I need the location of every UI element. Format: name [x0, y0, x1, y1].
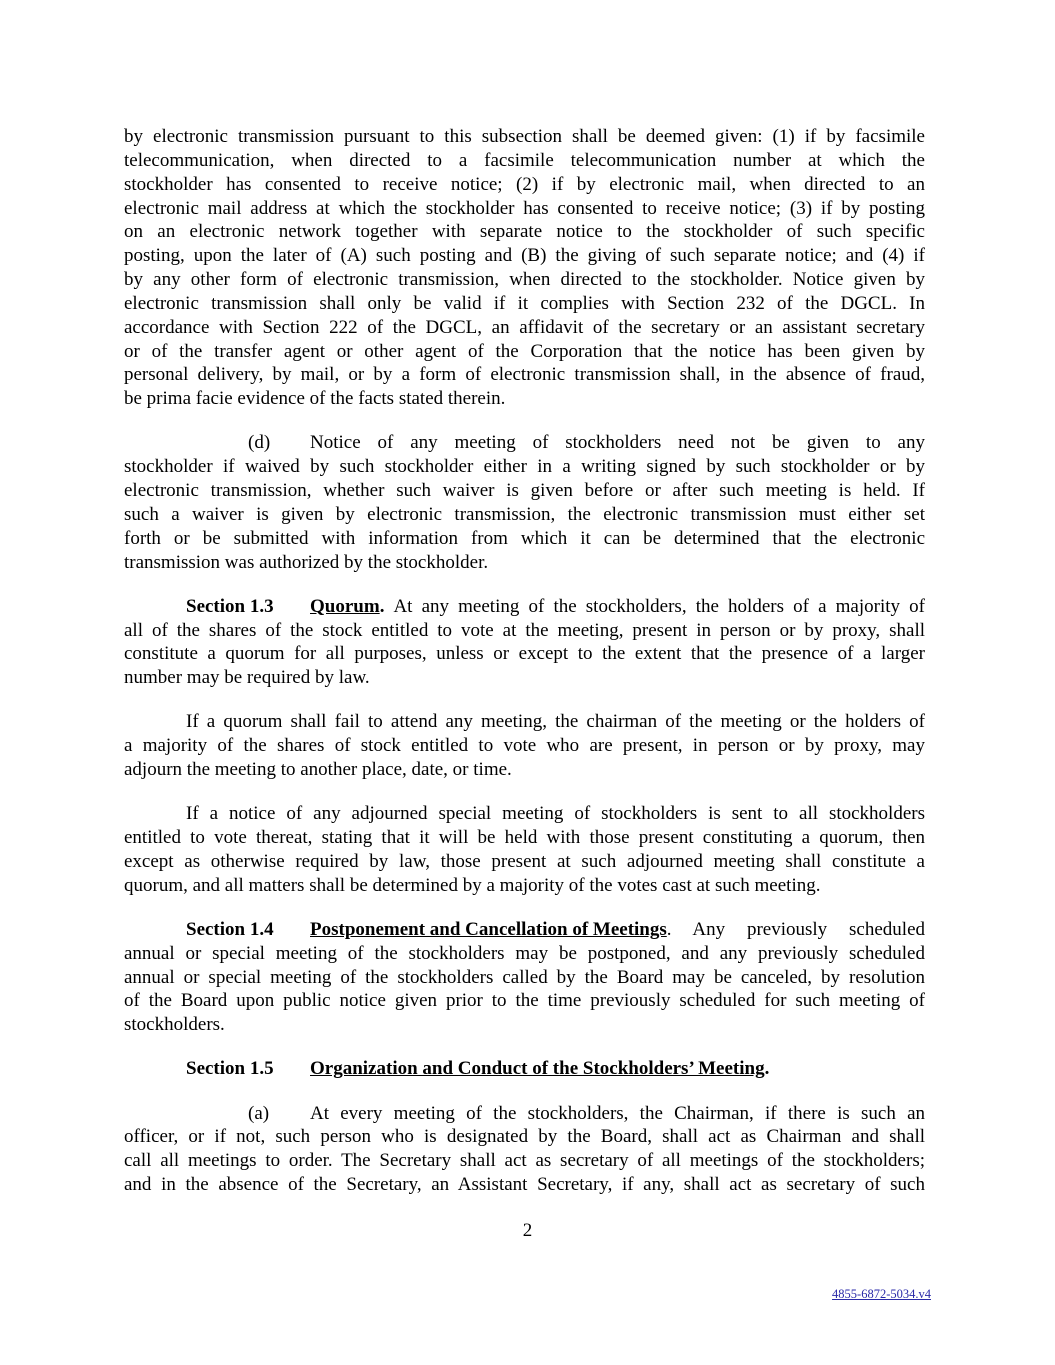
- text-line: [124, 455, 925, 479]
- paragraph: [124, 1057, 925, 1081]
- text-line: [124, 149, 925, 173]
- line-text: adjourn the meeting to another place, date, or time.: [124, 759, 512, 781]
- line-text: or of the transfer agent or other agent of the Corporation that the notice has been given by: [124, 340, 925, 362]
- text-line: [124, 173, 925, 197]
- paragraph: [124, 1102, 925, 1197]
- line-text: of the Board upon public notice given prior to the time previously scheduled for such meeting of: [124, 990, 925, 1012]
- subsection-label: (d): [248, 432, 271, 454]
- text-line: [124, 918, 925, 942]
- section-number: Section 1.5: [186, 1058, 274, 1080]
- text-line: [124, 1149, 925, 1173]
- line-text: such a waiver is given by electronic transmission, the electronic transmission must either set: [124, 503, 925, 525]
- text-line: [124, 268, 925, 292]
- text-line: [124, 479, 925, 503]
- line-text: If a quorum shall fail to attend any meeting, the chairman of the meeting or the holders of: [186, 711, 925, 733]
- line-text: by electronic transmission pursuant to this subsection shall be deemed given: (1) if by facsimile: [124, 126, 925, 147]
- line-text: stockholder if waived by such stockholder either in a writing signed by such stockholder or by: [124, 456, 925, 478]
- text-line: [124, 244, 925, 268]
- text-line: [124, 758, 925, 782]
- paragraph: [124, 918, 925, 1037]
- line-text: [769, 1057, 925, 1081]
- line-text: on an electronic network together with separate notice to the stockholder of such specific: [124, 221, 925, 243]
- text-line: [124, 363, 925, 387]
- line-text: a majority of the shares of stock entitled to vote who are present, in person or by proxy, may: [124, 735, 925, 757]
- line-text: and in the absence of the Secretary, an Assistant Secretary, if any, shall act as secretary of such: [124, 1174, 925, 1196]
- paragraph: [124, 125, 925, 411]
- document-id-link[interactable]: 4855-6872-5034.v4: [832, 1287, 931, 1301]
- text-line: [124, 666, 925, 690]
- line-text: electronic mail address at which the stockholder has consented to receive notice; (3) if by posting: [124, 197, 925, 219]
- text-line: [124, 503, 925, 527]
- text-line: [124, 125, 925, 149]
- text-line: [124, 734, 925, 758]
- text-line: [124, 340, 925, 364]
- line-text: forth or be submitted with information from which it can be determined that the electronic: [124, 527, 925, 549]
- text-line: [124, 220, 925, 244]
- line-text: annual or special meeting of the stockholders may be postponed, and any previously scheduled: [124, 942, 925, 964]
- text-line: [124, 874, 925, 898]
- text-line: [124, 1057, 925, 1081]
- text-line: [124, 942, 925, 966]
- line-text: electronic transmission shall only be valid if it complies with Section 232 of the DGCL. In: [124, 292, 925, 314]
- text-line: [124, 1125, 925, 1149]
- text-line: [124, 197, 925, 221]
- line-text: number may be required by law.: [124, 667, 370, 689]
- text-line: [124, 527, 925, 551]
- paragraph: [124, 802, 925, 897]
- line-text: Notice of any meeting of stockholders need not be given to any: [310, 432, 925, 454]
- section-title-punct: .: [379, 595, 385, 617]
- line-text: At every meeting of the stockholders, the Chairman, if there is such an: [310, 1102, 925, 1124]
- line-text: At any meeting of the stockholders, the holders of a majority of: [393, 595, 925, 617]
- line-text: except as otherwise required by law, those present at such adjourned meeting shall constitute a: [124, 850, 925, 872]
- text-line: [124, 1013, 925, 1037]
- text-line: [124, 387, 925, 411]
- line-text: telecommunication, when directed to a facsimile telecommunication number at which the: [124, 149, 925, 171]
- line-text: be prima facie evidence of the facts stated therein.: [124, 388, 506, 410]
- paragraph: [124, 710, 925, 782]
- text-line: [124, 989, 925, 1013]
- line-text: . Any previously scheduled: [666, 918, 925, 940]
- text-line: [124, 966, 925, 990]
- line-text: electronic transmission, whether such waiver is given before or after such meeting is held. If: [124, 480, 925, 502]
- line-text: If a notice of any adjourned special meeting of stockholders is sent to all stockholders: [186, 803, 925, 825]
- line-text: quorum, and all matters shall be determined by a majority of the votes cast at such meeting.: [124, 874, 821, 896]
- section-title: Quorum: [310, 595, 380, 617]
- text-line: [124, 316, 925, 340]
- section-title-punct: .: [764, 1058, 770, 1080]
- line-text: stockholder has consented to receive notice; (2) if by electronic mail, when directed to an: [124, 173, 925, 195]
- line-text: call all meetings to order. The Secretary shall act as secretary of all meetings of the stockholders;: [124, 1150, 925, 1172]
- paragraph: [124, 595, 925, 690]
- section-number: Section 1.3: [186, 595, 274, 617]
- line-text: personal delivery, by mail, or by a form of electronic transmission shall, in the absence of fraud,: [124, 364, 925, 386]
- line-text: stockholders.: [124, 1014, 225, 1036]
- text-line: [124, 1173, 925, 1197]
- text-line: [124, 551, 925, 575]
- line-text: posting, upon the later of (A) such posting and (B) the giving of such separate notice; and (4) if: [124, 245, 925, 267]
- spacer: [384, 595, 393, 619]
- section-title: Postponement and Cancellation of Meetings: [310, 918, 667, 940]
- line-text: by any other form of electronic transmission, when directed to the stockholder. Notice given by: [124, 269, 925, 291]
- text-line: [124, 826, 925, 850]
- paragraph: [124, 431, 925, 574]
- text-line: [124, 802, 925, 826]
- line-text: officer, or if not, such person who is designated by the Board, shall act as Chairman and shall: [124, 1126, 925, 1148]
- text-line: [124, 850, 925, 874]
- text-line: [124, 431, 925, 455]
- line-text: constitute a quorum for all purposes, unless or except to the extent that the presence of a larger: [124, 643, 925, 665]
- line-text: entitled to vote thereat, stating that it will be held with those present constituting a quorum, then: [124, 827, 925, 849]
- document-body: [124, 125, 925, 1217]
- text-line: [124, 710, 925, 734]
- section-title: Organization and Conduct of the Stockholders’ Meeting: [310, 1058, 765, 1080]
- line-text: transmission was authorized by the stockholder.: [124, 551, 489, 573]
- text-line: [124, 1102, 925, 1126]
- line-text: all of the shares of the stock entitled to vote at the meeting, present in person or by proxy, shall: [124, 619, 925, 641]
- text-line: [124, 595, 925, 619]
- line-text: accordance with Section 222 of the DGCL, an affidavit of the secretary or an assistant secretary: [124, 316, 925, 338]
- page-number: 2: [522, 1220, 533, 1241]
- text-line: [124, 642, 925, 666]
- text-line: [124, 292, 925, 316]
- line-text: annual or special meeting of the stockholders called by the Board may be canceled, by resolution: [124, 966, 925, 988]
- section-number: Section 1.4: [186, 918, 274, 940]
- subsection-label: (a): [248, 1102, 270, 1124]
- text-line: [124, 619, 925, 643]
